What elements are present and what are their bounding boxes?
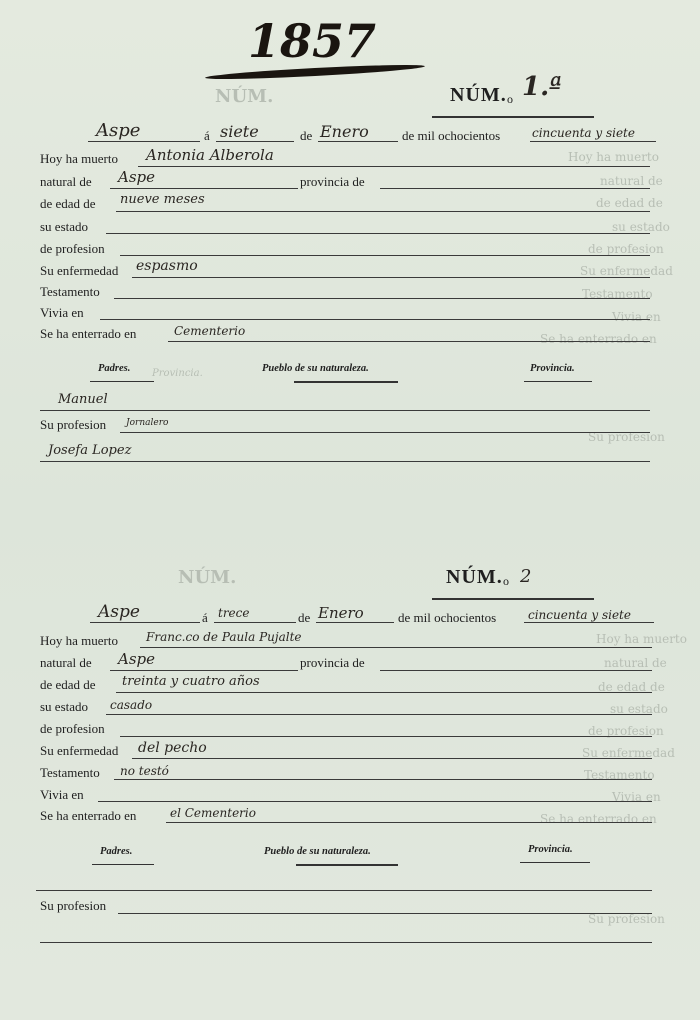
record2-provincia-line bbox=[380, 670, 652, 671]
record1-vivia-line bbox=[100, 319, 650, 320]
record1-year-words-line bbox=[530, 141, 656, 142]
bleed-testamento-2: Testamento bbox=[584, 768, 655, 782]
bleed-testamento-1: Testamento bbox=[582, 287, 653, 301]
record1-father-profession-line bbox=[120, 432, 650, 433]
bleed-edad-2: de edad de bbox=[598, 680, 665, 694]
record1-father-line bbox=[40, 410, 650, 411]
record1-provincia-header: Provincia. bbox=[530, 363, 575, 374]
record2-month-line bbox=[316, 622, 394, 623]
record2-natural-line bbox=[110, 670, 298, 671]
record2-num-rule bbox=[432, 598, 594, 600]
record1-profesion-label: de profesion bbox=[40, 241, 105, 256]
record1-natural-line bbox=[110, 188, 298, 189]
record2-father-profession-line bbox=[118, 913, 652, 914]
record2-a-label: á bbox=[202, 610, 208, 625]
record2-mother-line bbox=[40, 942, 652, 943]
record2-provincia-header: Provincia. bbox=[528, 844, 573, 855]
bleed-num-1: NÚM. bbox=[215, 86, 274, 107]
record2-testamento-value: no testó bbox=[120, 764, 169, 778]
bleed-edad-1: de edad de bbox=[596, 196, 663, 210]
record1-a-label: á bbox=[204, 128, 210, 143]
record1-pueblo-header: Pueblo de su naturaleza. bbox=[262, 363, 369, 374]
register-year: 1857 bbox=[248, 14, 377, 68]
record1-edad-label: de edad de bbox=[40, 196, 96, 211]
record1-estado-line bbox=[106, 233, 650, 234]
record2-testamento-label: Testamento bbox=[40, 765, 100, 780]
record2-pueblo-header: Pueblo de su naturaleza. bbox=[264, 846, 371, 857]
record2-estado-label: su estado bbox=[40, 699, 89, 714]
record1-su-profesion-label: Su profesion bbox=[40, 417, 107, 432]
record1-father: Manuel bbox=[58, 392, 108, 407]
record1-num-label: NÚM. bbox=[450, 84, 507, 106]
record2-father-line bbox=[36, 890, 652, 891]
record1-de-label: de bbox=[300, 128, 313, 143]
record2-natural-value: Aspe bbox=[118, 650, 156, 668]
record1-enfermedad-label: Su enfermedad bbox=[40, 263, 119, 278]
record1-num-dot: o bbox=[507, 92, 513, 106]
record2-place-line bbox=[90, 622, 200, 623]
record1-pueblo-header-rule bbox=[294, 381, 398, 383]
record1-father-profession: Jornalero bbox=[126, 418, 169, 428]
record2-year-words: cincuenta y siete bbox=[528, 608, 631, 622]
record2-enterrado-value: el Cementerio bbox=[170, 806, 256, 820]
record2-provincia-label: provincia de bbox=[300, 655, 365, 670]
record1-padres-header-rule bbox=[90, 381, 154, 382]
bleed-hoy-1: Hoy ha muerto bbox=[568, 150, 659, 164]
bleed-vivia-1: Vivia en bbox=[612, 310, 661, 324]
bleed-enterrado-1: Se ha enterrado en bbox=[540, 332, 657, 346]
bleed-enterrado-2: Se ha enterrado en bbox=[540, 812, 657, 826]
record2-su-profesion-label: Su profesion bbox=[40, 898, 107, 913]
record1-natural-label: natural de bbox=[40, 174, 92, 189]
record2-demil-label: de mil ochocientos bbox=[398, 610, 497, 625]
record2-year-words-line bbox=[524, 622, 654, 623]
record2-place: Aspe bbox=[98, 602, 140, 622]
record2-deceased-line bbox=[140, 647, 652, 648]
record1-day-line bbox=[216, 141, 294, 142]
record1-hoy-label: Hoy ha muerto bbox=[40, 151, 118, 166]
bleed-hoy-2: Hoy ha muerto bbox=[596, 632, 687, 646]
record1-mother: Josefa Lopez bbox=[48, 443, 132, 458]
record1-num-value: 1.ª bbox=[522, 72, 562, 102]
record1-provincia-header-rule bbox=[524, 381, 592, 382]
record1-testamento-label: Testamento bbox=[40, 284, 100, 299]
bleed-vivia-2: Vivia en bbox=[612, 790, 661, 804]
record1-provincia-label: provincia de bbox=[300, 174, 365, 189]
record2-day-line bbox=[214, 622, 296, 623]
record1-deceased-line bbox=[138, 166, 650, 167]
record2-num-label: NÚM. bbox=[446, 566, 503, 588]
bleed-natural-1: natural de bbox=[600, 174, 663, 188]
record2-enfermedad-value: del pecho bbox=[138, 740, 207, 756]
record2-profesion-label: de profesion bbox=[40, 721, 105, 736]
record1-year-words: cincuenta y siete bbox=[532, 126, 635, 140]
record1-padres-header: Padres. bbox=[98, 363, 131, 374]
record2-vivia-line bbox=[98, 801, 652, 802]
bleed-enfermedad-1: Su enfermedad bbox=[580, 264, 673, 278]
record2-estado-line bbox=[106, 714, 652, 715]
record1-estado-label: su estado bbox=[40, 219, 89, 234]
record2-profesion-line bbox=[120, 736, 652, 737]
bleed-enfermedad-2: Su enfermedad bbox=[582, 746, 675, 760]
record1-profesion-line bbox=[120, 255, 650, 256]
record1-edad-value: nueve meses bbox=[120, 192, 205, 207]
bleed-su-profesion-1: Su profesion bbox=[588, 430, 665, 444]
record2-month: Enero bbox=[318, 604, 364, 622]
record1-num-rule bbox=[432, 116, 594, 118]
bleed-natural-2: natural de bbox=[604, 656, 667, 670]
record2-edad-line bbox=[116, 692, 652, 693]
bleed-estado-1: su estado bbox=[612, 220, 670, 234]
record2-padres-header: Padres. bbox=[100, 846, 133, 857]
bleed-profesion-1: de profesion bbox=[588, 242, 664, 256]
record1-place-line bbox=[88, 141, 200, 142]
record2-provincia-header-rule bbox=[520, 862, 590, 863]
record1-place: Aspe bbox=[96, 120, 141, 141]
record1-enfermedad-line bbox=[132, 277, 650, 278]
record1-mother-line bbox=[40, 461, 650, 462]
record2-de-label: de bbox=[298, 610, 311, 625]
record2-deceased: Franc.co de Paula Pujalte bbox=[146, 630, 302, 644]
bleed-su-profesion-2: Su profesion bbox=[588, 912, 665, 926]
record2-enfermedad-label: Su enfermedad bbox=[40, 743, 119, 758]
record2-pueblo-header-rule bbox=[296, 864, 398, 866]
record1-enterrado-value: Cementerio bbox=[174, 324, 246, 338]
record2-testamento-line bbox=[114, 779, 652, 780]
bleed-provincia-1: Provincia. bbox=[152, 368, 203, 379]
record2-vivia-label: Vivia en bbox=[40, 787, 84, 802]
record1-vivia-label: Vivia en bbox=[40, 305, 84, 320]
record2-estado-value: casado bbox=[110, 698, 153, 712]
record2-enterrado-line bbox=[166, 822, 652, 823]
record1-natural-value: Aspe bbox=[118, 168, 156, 186]
record2-edad-label: de edad de bbox=[40, 677, 96, 692]
record2-num-dot: o bbox=[503, 574, 509, 588]
record1-deceased: Antonia Alberola bbox=[146, 146, 274, 164]
record1-month: Enero bbox=[320, 122, 369, 141]
record2-hoy-label: Hoy ha muerto bbox=[40, 633, 118, 648]
record1-day: siete bbox=[220, 122, 259, 141]
record1-edad-line bbox=[116, 211, 650, 212]
record1-provincia-line bbox=[380, 188, 650, 189]
bleed-estado-2: su estado bbox=[610, 702, 668, 716]
record2-num-value: 2 bbox=[520, 566, 532, 587]
record2-padres-header-rule bbox=[92, 864, 154, 865]
record1-enterrado-label: Se ha enterrado en bbox=[40, 326, 137, 341]
record2-natural-label: natural de bbox=[40, 655, 92, 670]
record1-testamento-line bbox=[114, 298, 650, 299]
record1-enfermedad-value: espasmo bbox=[136, 258, 198, 274]
bleed-profesion-2: de profesion bbox=[588, 724, 664, 738]
record2-edad-value: treinta y cuatro años bbox=[122, 674, 260, 689]
bleed-num-2: NÚM. bbox=[178, 567, 237, 588]
record2-day: trece bbox=[218, 606, 250, 620]
record1-enterrado-line bbox=[168, 341, 650, 342]
record2-enterrado-label: Se ha enterrado en bbox=[40, 808, 137, 823]
record1-demil-label: de mil ochocientos bbox=[402, 128, 501, 143]
record2-enfermedad-line bbox=[132, 758, 652, 759]
record1-month-line bbox=[318, 141, 398, 142]
